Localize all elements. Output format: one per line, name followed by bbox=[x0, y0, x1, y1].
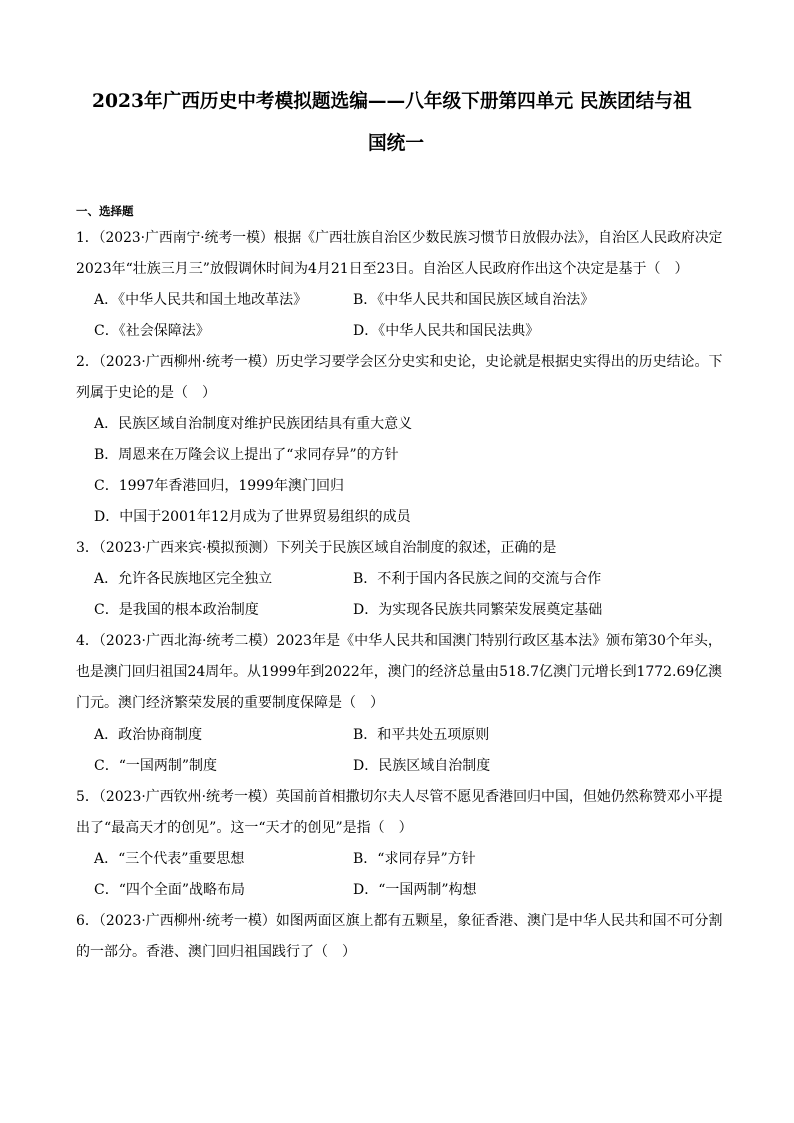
title-line-2: 国统一 bbox=[368, 132, 425, 154]
question-1-option-b: B．《中华人民共和国民族区域自治法》 bbox=[353, 292, 595, 308]
question-1-option-a: A．《中华人民共和国土地改革法》 bbox=[94, 292, 308, 308]
question-4-line-1: 4．（2023·广西北海·统考二模）2023年是《中华人民共和国澳门特别行政区基本法》颁布第30个年头， bbox=[76, 633, 722, 649]
question-4-option-a: A．政治协商制度 bbox=[94, 727, 203, 743]
question-4-option-b: B．和平共处五项原则 bbox=[353, 727, 490, 743]
question-3-option-a: A．允许各民族地区完全独立 bbox=[94, 571, 273, 587]
question-3-option-d: D．为实现各民族共同繁荣发展奠定基础 bbox=[353, 602, 603, 618]
question-1-line-1: 1．（2023·广西南宁·统考一模）根据《广西壮族自治区少数民族习惯节日放假办法》，自治区人民政府决定 bbox=[76, 230, 723, 246]
question-5-option-a: A．“三个代表”重要思想 bbox=[94, 851, 245, 867]
question-2-line-2: 列属于史论的是（ ） bbox=[76, 385, 216, 401]
question-1-option-d: D．《中华人民共和国民法典》 bbox=[353, 323, 540, 339]
question-4-option-d: D．民族区域自治制度 bbox=[353, 758, 491, 774]
question-6-line-1: 6．（2023·广西柳州·统考一模）如图两面区旗上都有五颗星，象征香港、澳门是中华人民共和国不可分割 bbox=[76, 913, 723, 929]
question-2-line-1: 2．（2023·广西柳州·统考一模）历史学习要学会区分史实和史论，史论就是根据史实得出的历史结论。下 bbox=[76, 354, 723, 370]
question-3-line-1: 3．（2023·广西来宾·模拟预测）下列关于民族区域自治制度的叙述，正确的是 bbox=[76, 540, 557, 556]
question-4-option-c: C．“一国两制”制度 bbox=[94, 758, 218, 774]
question-5-option-d: D．“一国两制”构想 bbox=[353, 882, 477, 898]
question-5-line-1: 5．（2023·广西钦州·统考一模）英国前首相撒切尔夫人尽管不愿见香港回归中国，但她仍然称赞邓小平提 bbox=[76, 789, 723, 805]
question-4-line-2: 也是澳门回归祖国24周年。从1999年到2022年，澳门的经济总量由518.7亿澳门元增长到1772.69亿澳 bbox=[76, 664, 723, 680]
question-6-line-2: 的一部分。香港、澳门回归祖国践行了（ ） bbox=[76, 944, 356, 960]
question-2-option-d: D．中国于2001年12月成为了世界贸易组织的成员 bbox=[94, 509, 411, 525]
question-2-option-c: C．1997年香港回归，1999年澳门回归 bbox=[94, 478, 344, 494]
section-heading: 一、选择题 bbox=[76, 204, 134, 218]
question-5-option-c: C．“四个全面”战略布局 bbox=[94, 882, 246, 898]
question-5-line-2: 出了“最高天才的创见”。这一“天才的创见”是指（ ） bbox=[76, 820, 413, 836]
document-title bbox=[60, 80, 734, 164]
question-3-option-c: C．是我国的根本政治制度 bbox=[94, 602, 259, 618]
question-2-option-b: B．周恩来在万隆会议上提出了“求同存异”的方针 bbox=[94, 447, 399, 463]
question-2-option-a: A．民族区域自治制度对维护民族团结具有重大意义 bbox=[94, 416, 413, 432]
title-line-1: 2023年广西历史中考模拟题选编——八年级下册第四单元 民族团结与祖 bbox=[91, 90, 692, 112]
question-1-line-2: 2023年“壮族三月三”放假调休时间为4月21日至23日。自治区人民政府作出这个决定是基于（ ） bbox=[76, 261, 689, 277]
question-5-option-b: B．“求同存异”方针 bbox=[353, 851, 476, 867]
question-3-option-b: B．不利于国内各民族之间的交流与合作 bbox=[353, 571, 602, 587]
question-1-option-c: C．《社会保障法》 bbox=[94, 323, 210, 339]
question-4-line-3: 门元。澳门经济繁荣发展的重要制度保障是（ ） bbox=[76, 695, 384, 711]
